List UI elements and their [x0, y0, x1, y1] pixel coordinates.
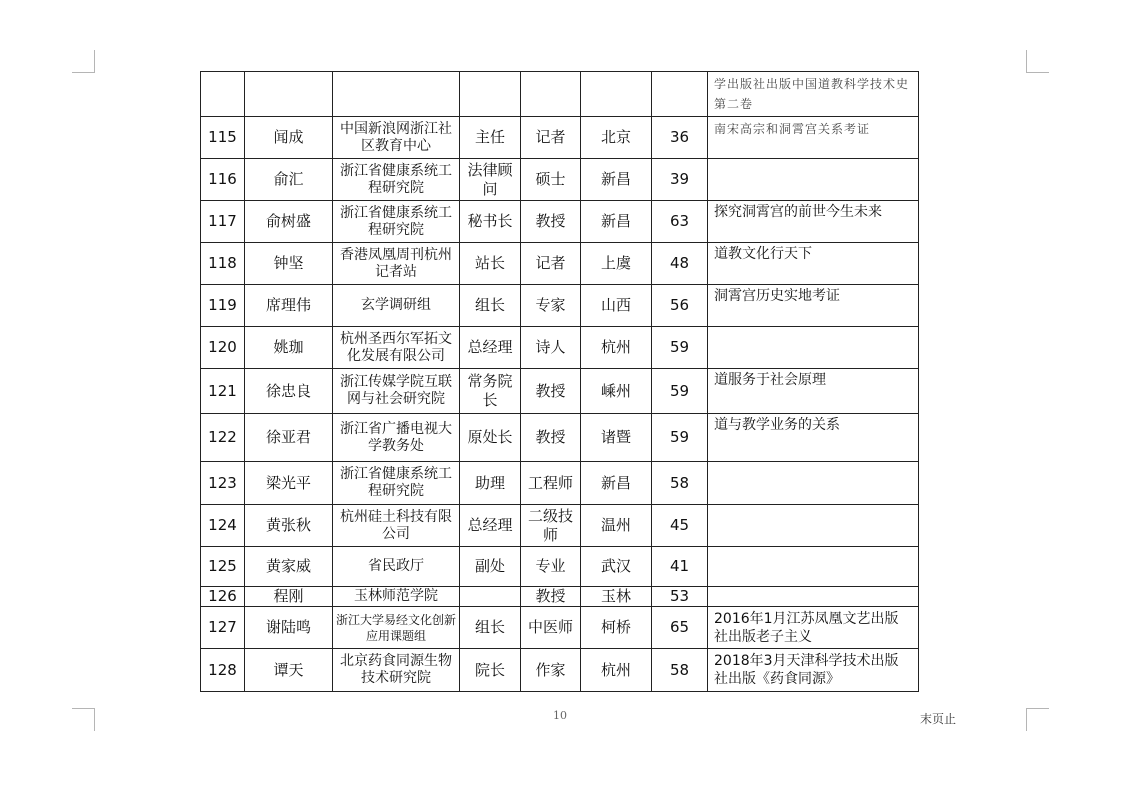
- cell-age: 45: [652, 505, 708, 547]
- cell-org: 省民政厅: [333, 547, 460, 587]
- cell-no: 118: [201, 243, 245, 285]
- cell-location: [581, 72, 652, 117]
- cell-location: 柯桥: [581, 607, 652, 649]
- table-row-continued: [201, 72, 919, 117]
- cell-no: 117: [201, 201, 245, 243]
- crop-mark-top-right: [1026, 50, 1049, 73]
- cell-title: 教授: [521, 587, 581, 607]
- table-row: [201, 547, 919, 587]
- cell-note: [708, 159, 919, 201]
- cell-note: 道服务于社会原理: [708, 369, 919, 414]
- table-row: [201, 587, 919, 607]
- cell-name: 徐忠良: [245, 369, 333, 414]
- cell-location: 温州: [581, 505, 652, 547]
- cell-age: 53: [652, 587, 708, 607]
- cell-title: 硕士: [521, 159, 581, 201]
- cell-location: 山西: [581, 285, 652, 327]
- table-row: [201, 649, 919, 692]
- cell-name: 谢陆鸣: [245, 607, 333, 649]
- cell-note: 2016年1月江苏凤凰文艺出版社出版老子主义: [708, 607, 919, 649]
- cell-name: 黄张秋: [245, 505, 333, 547]
- cell-location: 上虞: [581, 243, 652, 285]
- cell-age: 63: [652, 201, 708, 243]
- cell-age: 48: [652, 243, 708, 285]
- cell-org: 浙江大学易经文化创新应用课题组: [333, 607, 460, 649]
- page-number: 10: [553, 709, 567, 722]
- crop-mark-bottom-right: [1026, 708, 1049, 731]
- cell-name: 钟坚: [245, 243, 333, 285]
- cell-org: 杭州硅土科技有限公司: [333, 505, 460, 547]
- cell-age: 59: [652, 327, 708, 369]
- table-row: [201, 462, 919, 505]
- cell-position: 总经理: [460, 505, 521, 547]
- cell-location: 嵊州: [581, 369, 652, 414]
- cell-note: [708, 587, 919, 607]
- table-row: [201, 285, 919, 327]
- table-row: [201, 117, 919, 159]
- cell-title: 教授: [521, 201, 581, 243]
- table-row: [201, 607, 919, 649]
- cell-no: 124: [201, 505, 245, 547]
- cell-org: 杭州圣西尔军拓文化发展有限公司: [333, 327, 460, 369]
- cell-location: 北京: [581, 117, 652, 159]
- cell-position: 组长: [460, 285, 521, 327]
- cell-no: 121: [201, 369, 245, 414]
- cell-note: [708, 547, 919, 587]
- member-table: [200, 71, 919, 692]
- cell-age: 39: [652, 159, 708, 201]
- cell-position: 法律顾问: [460, 159, 521, 201]
- cell-title: 记者: [521, 243, 581, 285]
- cell-title: 专家: [521, 285, 581, 327]
- cell-note: [708, 462, 919, 505]
- cell-org: 浙江省广播电视大学教务处: [333, 414, 460, 462]
- cell-name: 俞汇: [245, 159, 333, 201]
- cell-note: 洞霄宫历史实地考证: [708, 285, 919, 327]
- cell-name: [245, 72, 333, 117]
- cell-no: 123: [201, 462, 245, 505]
- cell-title: 记者: [521, 117, 581, 159]
- cell-org: 浙江省健康系统工程研究院: [333, 159, 460, 201]
- cell-org: 玄学调研组: [333, 285, 460, 327]
- cell-name: 梁光平: [245, 462, 333, 505]
- cell-location: 新昌: [581, 201, 652, 243]
- cell-no: 122: [201, 414, 245, 462]
- cell-no: 119: [201, 285, 245, 327]
- crop-mark-top-left: [72, 50, 95, 73]
- cell-location: 新昌: [581, 462, 652, 505]
- cell-age: 58: [652, 462, 708, 505]
- table-row: [201, 327, 919, 369]
- cell-org: 中国新浪网浙江社区教育中心: [333, 117, 460, 159]
- cell-org: 浙江传媒学院互联网与社会研究院: [333, 369, 460, 414]
- cell-no: 125: [201, 547, 245, 587]
- end-of-page-mark: 末页止: [920, 712, 957, 726]
- cell-title: 中医师: [521, 607, 581, 649]
- cell-org: [333, 72, 460, 117]
- cell-org: 香港凤凰周刊杭州记者站: [333, 243, 460, 285]
- cell-title: 二级技师: [521, 505, 581, 547]
- cell-org: 浙江省健康系统工程研究院: [333, 201, 460, 243]
- cell-org: 浙江省健康系统工程研究院: [333, 462, 460, 505]
- cell-no: [201, 72, 245, 117]
- cell-age: 56: [652, 285, 708, 327]
- cell-name: 徐亚君: [245, 414, 333, 462]
- cell-position: 总经理: [460, 327, 521, 369]
- cell-no: 126: [201, 587, 245, 607]
- cell-age: 59: [652, 369, 708, 414]
- table-row: [201, 159, 919, 201]
- cell-title: 专业: [521, 547, 581, 587]
- cell-org: 北京药食同源生物技术研究院: [333, 649, 460, 692]
- cell-note: 2018年3月天津科学技术出版社出版《药食同源》: [708, 649, 919, 692]
- cell-name: 席理伟: [245, 285, 333, 327]
- cell-location: 玉林: [581, 587, 652, 607]
- cell-age: [652, 72, 708, 117]
- cell-position: 助理: [460, 462, 521, 505]
- cell-position: [460, 72, 521, 117]
- table-row: [201, 201, 919, 243]
- cell-note: 学出版社出版中国道教科学技术史第二卷: [708, 72, 919, 117]
- cell-name: 俞树盛: [245, 201, 333, 243]
- cell-note: 道与教学业务的关系: [708, 414, 919, 462]
- table-row: [201, 414, 919, 462]
- cell-position: 原处长: [460, 414, 521, 462]
- cell-title: 诗人: [521, 327, 581, 369]
- cell-no: 127: [201, 607, 245, 649]
- cell-no: 116: [201, 159, 245, 201]
- cell-title: 作家: [521, 649, 581, 692]
- cell-location: 杭州: [581, 327, 652, 369]
- cell-position: 副处: [460, 547, 521, 587]
- cell-name: 黄家威: [245, 547, 333, 587]
- cell-no: 115: [201, 117, 245, 159]
- cell-location: 新昌: [581, 159, 652, 201]
- cell-note: 道教文化行天下: [708, 243, 919, 285]
- cell-name: 姚珈: [245, 327, 333, 369]
- cell-position: [460, 587, 521, 607]
- cell-position: 组长: [460, 607, 521, 649]
- cell-note: [708, 327, 919, 369]
- cell-title: [521, 72, 581, 117]
- cell-note: 南宋高宗和洞霄宫关系考证: [708, 117, 919, 159]
- cell-no: 120: [201, 327, 245, 369]
- cell-position: 院长: [460, 649, 521, 692]
- cell-position: 主任: [460, 117, 521, 159]
- crop-mark-bottom-left: [72, 708, 95, 731]
- cell-note: 探究洞霄宫的前世今生未来: [708, 201, 919, 243]
- table-row: [201, 369, 919, 414]
- cell-age: 58: [652, 649, 708, 692]
- cell-location: 武汉: [581, 547, 652, 587]
- cell-location: 诸暨: [581, 414, 652, 462]
- cell-age: 59: [652, 414, 708, 462]
- cell-location: 杭州: [581, 649, 652, 692]
- cell-position: 常务院长: [460, 369, 521, 414]
- cell-title: 教授: [521, 369, 581, 414]
- table-row: [201, 505, 919, 547]
- cell-age: 36: [652, 117, 708, 159]
- cell-age: 65: [652, 607, 708, 649]
- cell-position: 秘书长: [460, 201, 521, 243]
- cell-title: 教授: [521, 414, 581, 462]
- cell-age: 41: [652, 547, 708, 587]
- table-row: [201, 243, 919, 285]
- cell-note: [708, 505, 919, 547]
- cell-no: 128: [201, 649, 245, 692]
- cell-name: 谭天: [245, 649, 333, 692]
- cell-position: 站长: [460, 243, 521, 285]
- cell-name: 程刚: [245, 587, 333, 607]
- cell-title: 工程师: [521, 462, 581, 505]
- cell-name: 闻成: [245, 117, 333, 159]
- cell-org: 玉林师范学院: [333, 587, 460, 607]
